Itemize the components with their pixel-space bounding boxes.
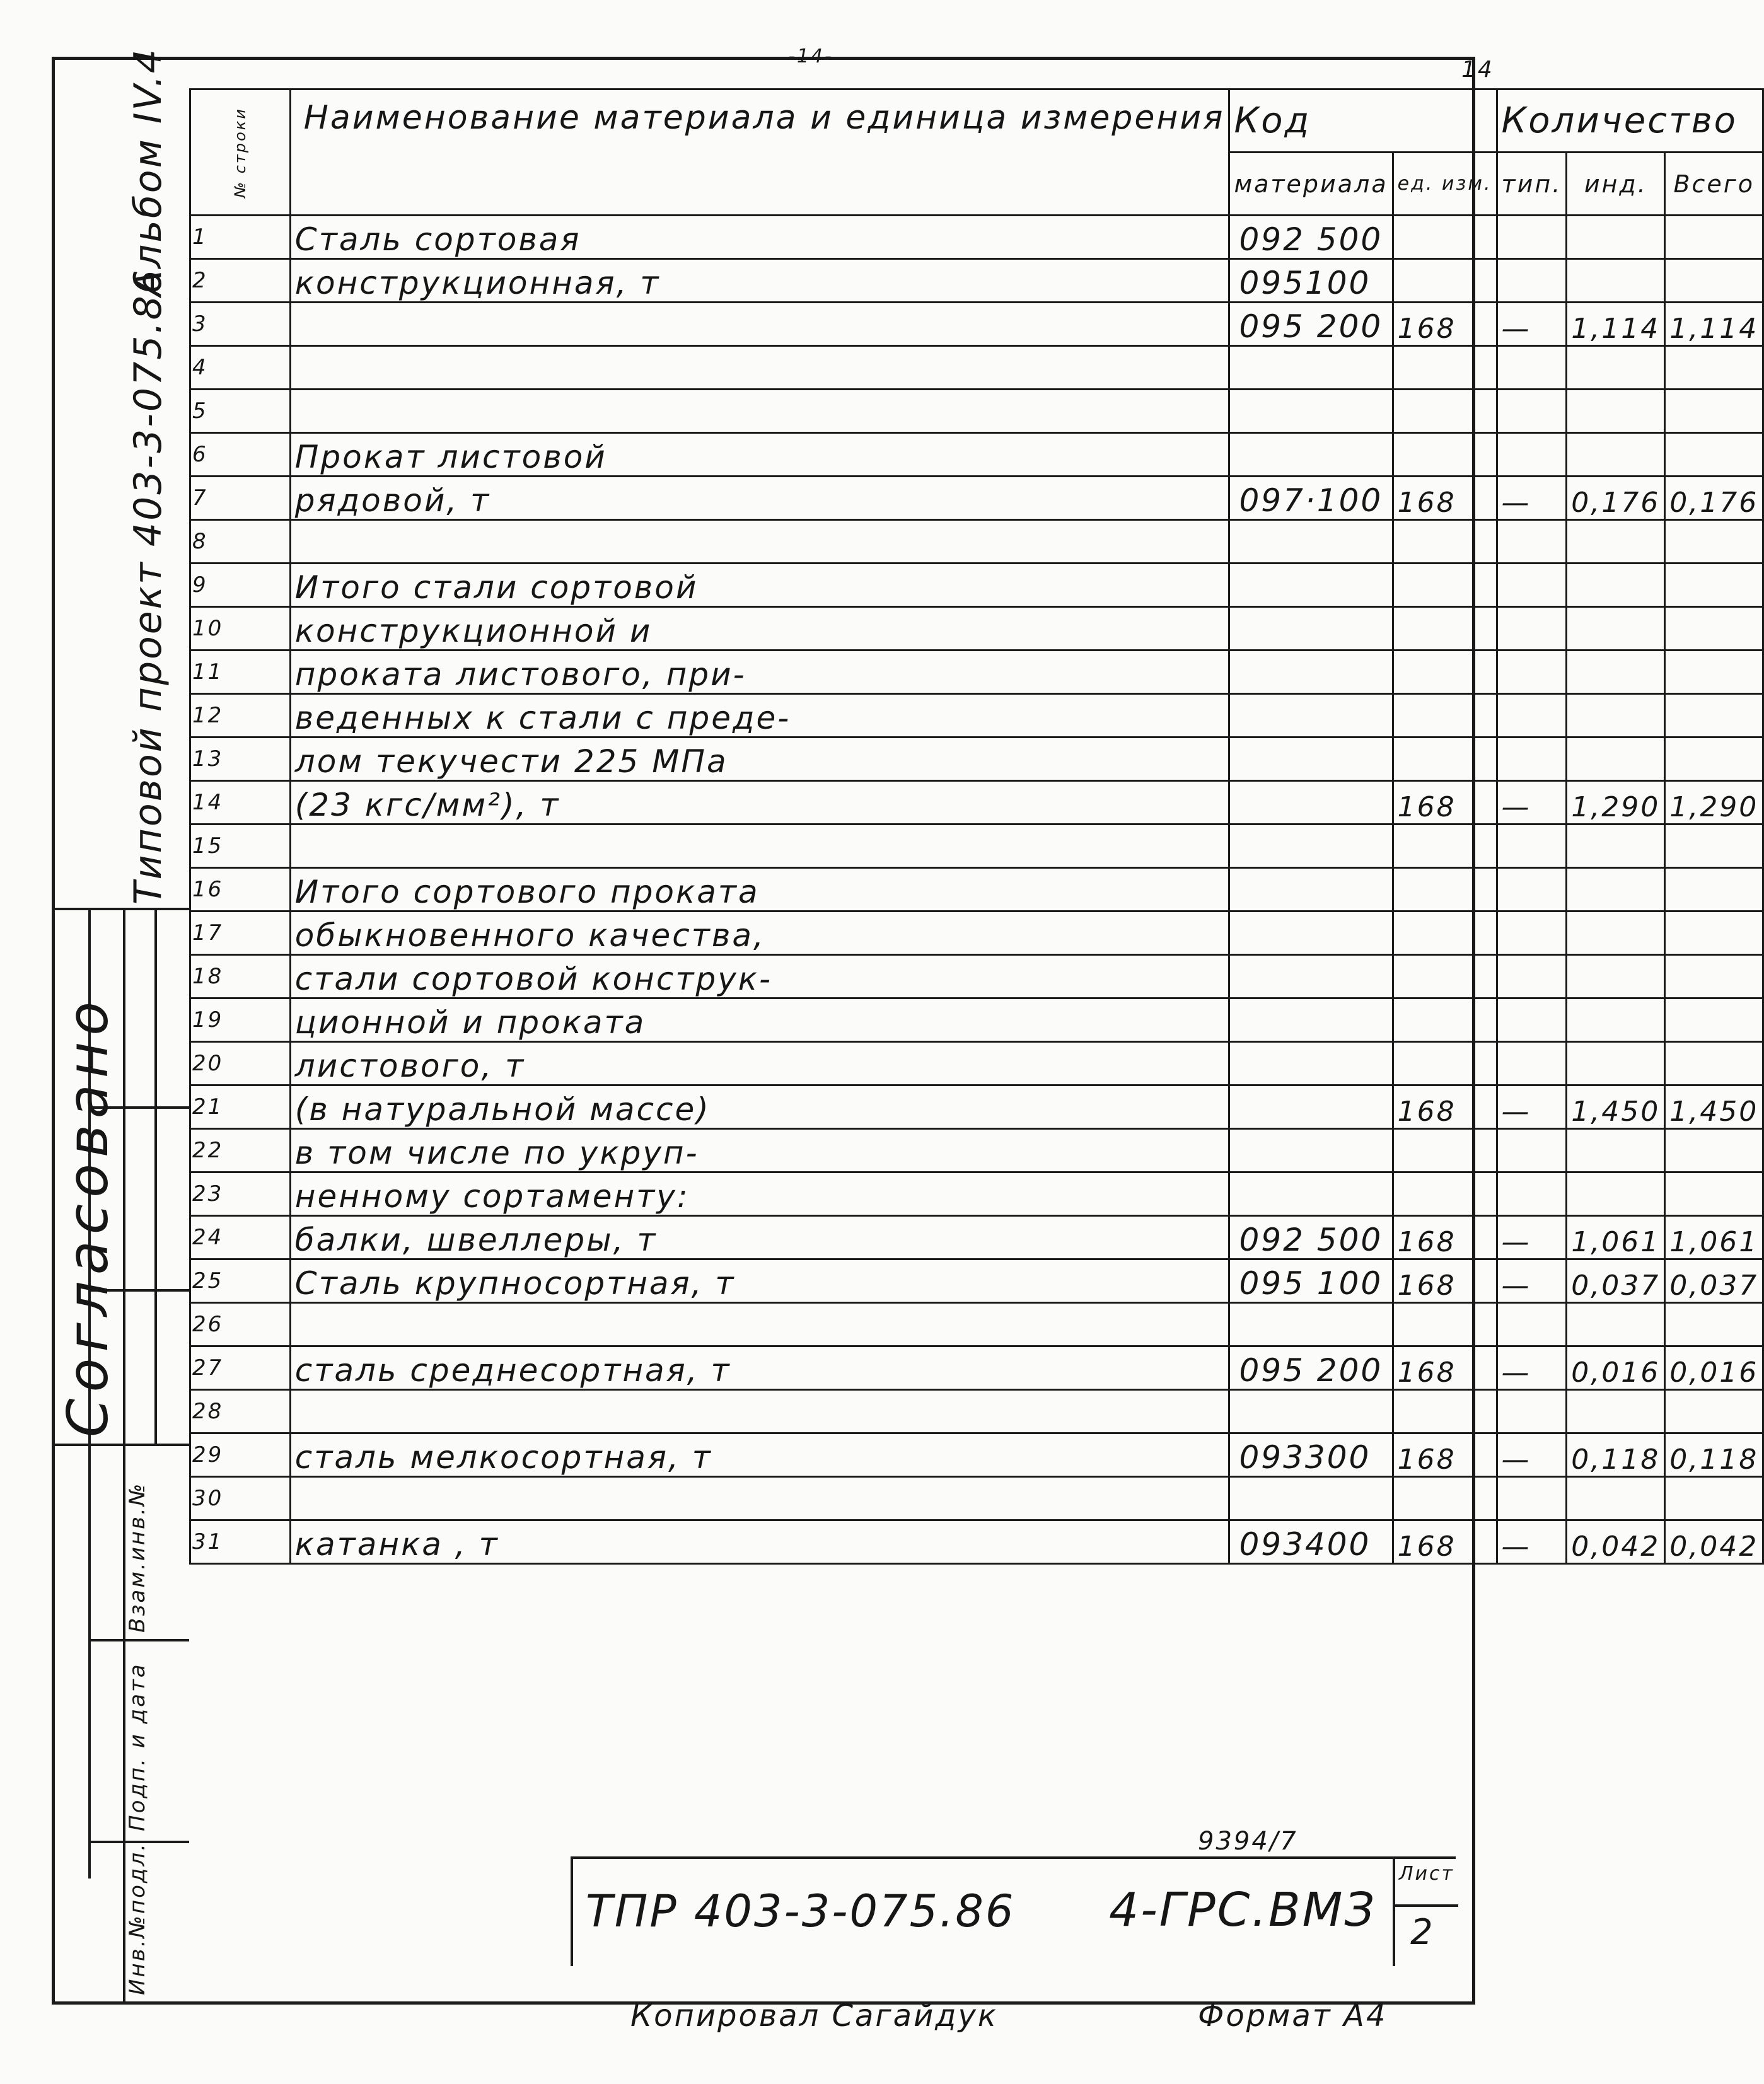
stamp-label-replacement: Взам.инв.№ [125, 1481, 150, 1633]
material-name [290, 1390, 1229, 1433]
row-number: 17 [190, 912, 291, 955]
qty-total [1665, 259, 1763, 303]
qty-ind: 0,016 [1567, 1346, 1665, 1390]
qty-typ: — [1497, 1085, 1567, 1129]
qty-ind [1567, 564, 1665, 607]
material-name: (23 кгс/мм²), т [290, 781, 1229, 825]
qty-ind [1567, 433, 1665, 477]
row-number: 26 [190, 1303, 291, 1346]
row-number: 28 [190, 1390, 291, 1433]
qty-total [1665, 1042, 1763, 1085]
qty-typ [1497, 1129, 1567, 1172]
qty-typ [1497, 955, 1567, 999]
material-code [1229, 433, 1393, 477]
unit-code: 168 [1393, 1216, 1497, 1259]
unit-code [1393, 651, 1497, 694]
qty-ind [1567, 955, 1665, 999]
title-block [571, 1856, 1456, 1966]
agreed-col-line-1 [123, 908, 125, 1444]
unit-code: 168 [1393, 477, 1497, 520]
unit-code [1393, 1390, 1497, 1433]
table-row [190, 1477, 1763, 1520]
table-row [190, 1129, 1763, 1172]
album-title: Альбом IV.4 [126, 47, 170, 296]
qty-ind [1567, 1303, 1665, 1346]
sheet-box [1393, 1859, 1458, 1966]
material-name [290, 303, 1229, 346]
header-total: Всего [1665, 153, 1763, 216]
row-number: 24 [190, 1216, 291, 1259]
material-code [1229, 1390, 1393, 1433]
table-row [190, 303, 1763, 346]
table-row [190, 651, 1763, 694]
qty-ind [1567, 520, 1665, 564]
qty-typ [1497, 1390, 1567, 1433]
material-code [1229, 520, 1393, 564]
qty-ind [1567, 607, 1665, 651]
qty-typ [1497, 694, 1567, 738]
qty-typ [1497, 1477, 1567, 1520]
unit-code [1393, 564, 1497, 607]
qty-ind [1567, 868, 1665, 912]
qty-typ [1497, 1042, 1567, 1085]
unit-code: 168 [1393, 1346, 1497, 1390]
table-row [190, 781, 1763, 825]
qty-ind [1567, 694, 1665, 738]
table-row [190, 1390, 1763, 1433]
qty-total [1665, 1172, 1763, 1216]
qty-typ: — [1497, 1216, 1567, 1259]
row-number: 18 [190, 955, 291, 999]
material-name: балки, швеллеры, т [290, 1216, 1229, 1259]
qty-ind: 1,450 [1567, 1085, 1665, 1129]
qty-total: 1,114 [1665, 303, 1763, 346]
material-code: 092 500 [1229, 216, 1393, 259]
qty-total [1665, 825, 1763, 868]
qty-typ [1497, 868, 1567, 912]
qty-total [1665, 738, 1763, 781]
unit-code [1393, 955, 1497, 999]
qty-ind [1567, 390, 1665, 433]
material-name [290, 520, 1229, 564]
unit-code [1393, 259, 1497, 303]
qty-total [1665, 1303, 1763, 1346]
qty-total [1665, 433, 1763, 477]
qty-typ [1497, 1303, 1567, 1346]
row-number: 3 [190, 303, 291, 346]
table-row [190, 520, 1763, 564]
table-row [190, 216, 1763, 259]
row-number: 14 [190, 781, 291, 825]
material-code [1229, 738, 1393, 781]
table-row [190, 607, 1763, 651]
qty-ind [1567, 1172, 1665, 1216]
row-number: 1 [190, 216, 291, 259]
qty-typ [1497, 825, 1567, 868]
qty-total: 0,037 [1665, 1259, 1763, 1303]
qty-ind [1567, 1129, 1665, 1172]
row-number: 6 [190, 433, 291, 477]
agreed-block-top [52, 908, 189, 910]
page-number-top: -14- [788, 45, 833, 67]
row-number: 5 [190, 390, 291, 433]
unit-code [1393, 738, 1497, 781]
material-code: 095100 [1229, 259, 1393, 303]
material-name: Сталь сортовая [290, 216, 1229, 259]
material-code [1229, 955, 1393, 999]
material-name: (в натуральной массе) [290, 1085, 1229, 1129]
material-name: Итого стали сортовой [290, 564, 1229, 607]
material-name: ненному сортаменту: [290, 1172, 1229, 1216]
table-row [190, 955, 1763, 999]
unit-code: 168 [1393, 303, 1497, 346]
qty-total [1665, 912, 1763, 955]
qty-total: 0,118 [1665, 1433, 1763, 1477]
table-row [190, 1042, 1763, 1085]
header-typ: тип. [1497, 153, 1567, 216]
row-number: 16 [190, 868, 291, 912]
unit-code [1393, 433, 1497, 477]
material-code [1229, 694, 1393, 738]
row-number: 20 [190, 1042, 291, 1085]
unit-code [1393, 825, 1497, 868]
table-body [190, 216, 1763, 1564]
material-name: конструкционной и [290, 607, 1229, 651]
row-number: 25 [190, 1259, 291, 1303]
archive-number: 9394/7 [1198, 1827, 1298, 1856]
material-code [1229, 390, 1393, 433]
unit-code: 168 [1393, 1520, 1497, 1564]
qty-total [1665, 607, 1763, 651]
footer-copied: Копировал Сагайдук [630, 1998, 998, 2034]
material-code [1229, 1172, 1393, 1216]
table-row [190, 912, 1763, 955]
table-row [190, 738, 1763, 781]
qty-typ [1497, 520, 1567, 564]
qty-total [1665, 1477, 1763, 1520]
qty-total [1665, 216, 1763, 259]
row-number: 2 [190, 259, 291, 303]
table-row [190, 1259, 1763, 1303]
material-code: 092 500 [1229, 1216, 1393, 1259]
sheet-corner-number: 14 [1461, 57, 1494, 83]
material-code: 093300 [1229, 1433, 1393, 1477]
stamp-row-line-1 [88, 1639, 189, 1641]
material-code [1229, 1303, 1393, 1346]
material-name [290, 1303, 1229, 1346]
qty-total: 0,016 [1665, 1346, 1763, 1390]
qty-total [1665, 999, 1763, 1042]
table-row [190, 564, 1763, 607]
qty-typ [1497, 1172, 1567, 1216]
agreed-block-bottom [52, 1444, 189, 1446]
material-name: сталь мелкосортная, т [290, 1433, 1229, 1477]
qty-ind [1567, 346, 1665, 390]
sheet-divider [1395, 1904, 1458, 1907]
material-table [189, 88, 1764, 1565]
qty-total [1665, 1129, 1763, 1172]
unit-code [1393, 390, 1497, 433]
table-row [190, 477, 1763, 520]
qty-typ [1497, 738, 1567, 781]
unit-code [1393, 1477, 1497, 1520]
row-number: 11 [190, 651, 291, 694]
material-code [1229, 1477, 1393, 1520]
qty-ind [1567, 259, 1665, 303]
qty-ind: 0,176 [1567, 477, 1665, 520]
qty-typ: — [1497, 1259, 1567, 1303]
unit-code [1393, 1303, 1497, 1346]
unit-code [1393, 1042, 1497, 1085]
material-name: в том числе по укруп- [290, 1129, 1229, 1172]
unit-code [1393, 1129, 1497, 1172]
table-row [190, 999, 1763, 1042]
unit-code [1393, 216, 1497, 259]
material-name: Сталь крупносортная, т [290, 1259, 1229, 1303]
qty-ind: 1,061 [1567, 1216, 1665, 1259]
material-code: 095 200 [1229, 303, 1393, 346]
material-code: 097·100 [1229, 477, 1393, 520]
unit-code [1393, 868, 1497, 912]
row-number: 13 [190, 738, 291, 781]
unit-code [1393, 346, 1497, 390]
material-code [1229, 781, 1393, 825]
row-number: 22 [190, 1129, 291, 1172]
material-name: проката листового, при- [290, 651, 1229, 694]
qty-ind [1567, 1477, 1665, 1520]
qty-typ [1497, 259, 1567, 303]
qty-ind: 0,042 [1567, 1520, 1665, 1564]
qty-typ: — [1497, 303, 1567, 346]
material-code [1229, 346, 1393, 390]
qty-typ [1497, 390, 1567, 433]
table-row [190, 1433, 1763, 1477]
unit-code [1393, 999, 1497, 1042]
table-row [190, 433, 1763, 477]
header-unit: ед. изм. [1393, 153, 1497, 216]
stamp-label-inventory: Инв.№подл. [125, 1842, 150, 1995]
unit-code [1393, 912, 1497, 955]
material-name: сталь среднесортная, т [290, 1346, 1229, 1390]
stamp-label-signature: Подп. и дата [125, 1662, 150, 1831]
material-name: веденных к стали с преде- [290, 694, 1229, 738]
row-number: 23 [190, 1172, 291, 1216]
material-code [1229, 564, 1393, 607]
qty-total [1665, 651, 1763, 694]
qty-typ [1497, 346, 1567, 390]
material-code [1229, 1129, 1393, 1172]
qty-ind: 0,037 [1567, 1259, 1665, 1303]
unit-code [1393, 607, 1497, 651]
material-code [1229, 607, 1393, 651]
document-code: ТПР 403-3-075.86 [586, 1885, 1016, 1937]
material-name: ционной и проката [290, 999, 1229, 1042]
unit-code: 168 [1393, 781, 1497, 825]
row-number: 10 [190, 607, 291, 651]
material-name [290, 825, 1229, 868]
qty-total: 1,450 [1665, 1085, 1763, 1129]
document-number: 4-ГРС.ВМЗ [1109, 1883, 1376, 1937]
qty-ind [1567, 651, 1665, 694]
qty-typ [1497, 564, 1567, 607]
material-code [1229, 1042, 1393, 1085]
material-code [1229, 999, 1393, 1042]
material-name: конструкционная, т [290, 259, 1229, 303]
header-row-number: № строки [190, 90, 291, 216]
row-number: 27 [190, 1346, 291, 1390]
table-row [190, 1085, 1763, 1129]
qty-typ [1497, 216, 1567, 259]
table-row [190, 1346, 1763, 1390]
qty-typ [1497, 912, 1567, 955]
material-name [290, 390, 1229, 433]
row-number: 12 [190, 694, 291, 738]
sheet-label: Лист [1399, 1863, 1455, 1885]
table-row [190, 868, 1763, 912]
row-number: 8 [190, 520, 291, 564]
qty-typ: — [1497, 1433, 1567, 1477]
qty-typ: — [1497, 477, 1567, 520]
unit-code [1393, 1172, 1497, 1216]
table-row [190, 1216, 1763, 1259]
agreed-title: Согласовано [55, 995, 120, 1437]
header-ind: инд. [1567, 153, 1665, 216]
row-number: 29 [190, 1433, 291, 1477]
unit-code: 168 [1393, 1085, 1497, 1129]
qty-total [1665, 346, 1763, 390]
qty-total: 1,061 [1665, 1216, 1763, 1259]
table-row [190, 825, 1763, 868]
row-number: 31 [190, 1520, 291, 1564]
qty-total [1665, 564, 1763, 607]
qty-ind [1567, 999, 1665, 1042]
table-row [190, 346, 1763, 390]
material-name: рядовой, т [290, 477, 1229, 520]
material-code: 095 100 [1229, 1259, 1393, 1303]
qty-typ [1497, 433, 1567, 477]
qty-total: 1,290 [1665, 781, 1763, 825]
row-number: 21 [190, 1085, 291, 1129]
qty-total [1665, 520, 1763, 564]
unit-code: 168 [1393, 1433, 1497, 1477]
qty-ind [1567, 825, 1665, 868]
table-row [190, 259, 1763, 303]
qty-typ [1497, 999, 1567, 1042]
header-quantity: Количество [1497, 90, 1763, 153]
unit-code: 168 [1393, 1259, 1497, 1303]
qty-ind [1567, 912, 1665, 955]
material-code [1229, 912, 1393, 955]
material-code: 093400 [1229, 1520, 1393, 1564]
table-row [190, 1303, 1763, 1346]
qty-total [1665, 955, 1763, 999]
qty-ind: 0,118 [1567, 1433, 1665, 1477]
qty-total: 0,042 [1665, 1520, 1763, 1564]
material-code [1229, 825, 1393, 868]
material-name [290, 1477, 1229, 1520]
qty-total [1665, 868, 1763, 912]
material-code [1229, 868, 1393, 912]
qty-total [1665, 390, 1763, 433]
header-code: Код [1229, 90, 1497, 153]
qty-ind [1567, 216, 1665, 259]
row-number: 4 [190, 346, 291, 390]
qty-typ: — [1497, 1346, 1567, 1390]
row-number: 30 [190, 1477, 291, 1520]
material-code: 095 200 [1229, 1346, 1393, 1390]
project-title: Типовой проект 403-3-075.86 [126, 268, 170, 905]
qty-ind: 1,290 [1567, 781, 1665, 825]
qty-ind [1567, 1042, 1665, 1085]
material-name: листового, т [290, 1042, 1229, 1085]
qty-total [1665, 694, 1763, 738]
table-row [190, 1172, 1763, 1216]
unit-code [1393, 520, 1497, 564]
table-row [190, 390, 1763, 433]
qty-typ [1497, 651, 1567, 694]
qty-total: 0,176 [1665, 477, 1763, 520]
material-code [1229, 651, 1393, 694]
qty-ind [1567, 1390, 1665, 1433]
qty-ind: 1,114 [1567, 303, 1665, 346]
row-number: 7 [190, 477, 291, 520]
row-number: 15 [190, 825, 291, 868]
sheet-number: 2 [1410, 1912, 1435, 1953]
table-row [190, 694, 1763, 738]
material-code [1229, 1085, 1393, 1129]
qty-total [1665, 1390, 1763, 1433]
material-name: Прокат листовой [290, 433, 1229, 477]
material-name: Итого сортового проката [290, 868, 1229, 912]
header-name: Наименование материала и единица измерения [290, 90, 1229, 216]
row-number: 9 [190, 564, 291, 607]
agreed-col-line-2 [154, 908, 157, 1444]
qty-typ: — [1497, 781, 1567, 825]
material-name: лом текучести 225 МПа [290, 738, 1229, 781]
header-material: материала [1229, 153, 1393, 216]
qty-typ [1497, 607, 1567, 651]
row-number: 19 [190, 999, 291, 1042]
table-row [190, 1520, 1763, 1564]
qty-typ: — [1497, 1520, 1567, 1564]
footer-format: Формат А4 [1198, 1998, 1388, 2034]
unit-code [1393, 694, 1497, 738]
material-name: катанка , т [290, 1520, 1229, 1564]
qty-ind [1567, 738, 1665, 781]
material-name: обыкновенного качества, [290, 912, 1229, 955]
material-name: стали сортовой конструк- [290, 955, 1229, 999]
material-name [290, 346, 1229, 390]
